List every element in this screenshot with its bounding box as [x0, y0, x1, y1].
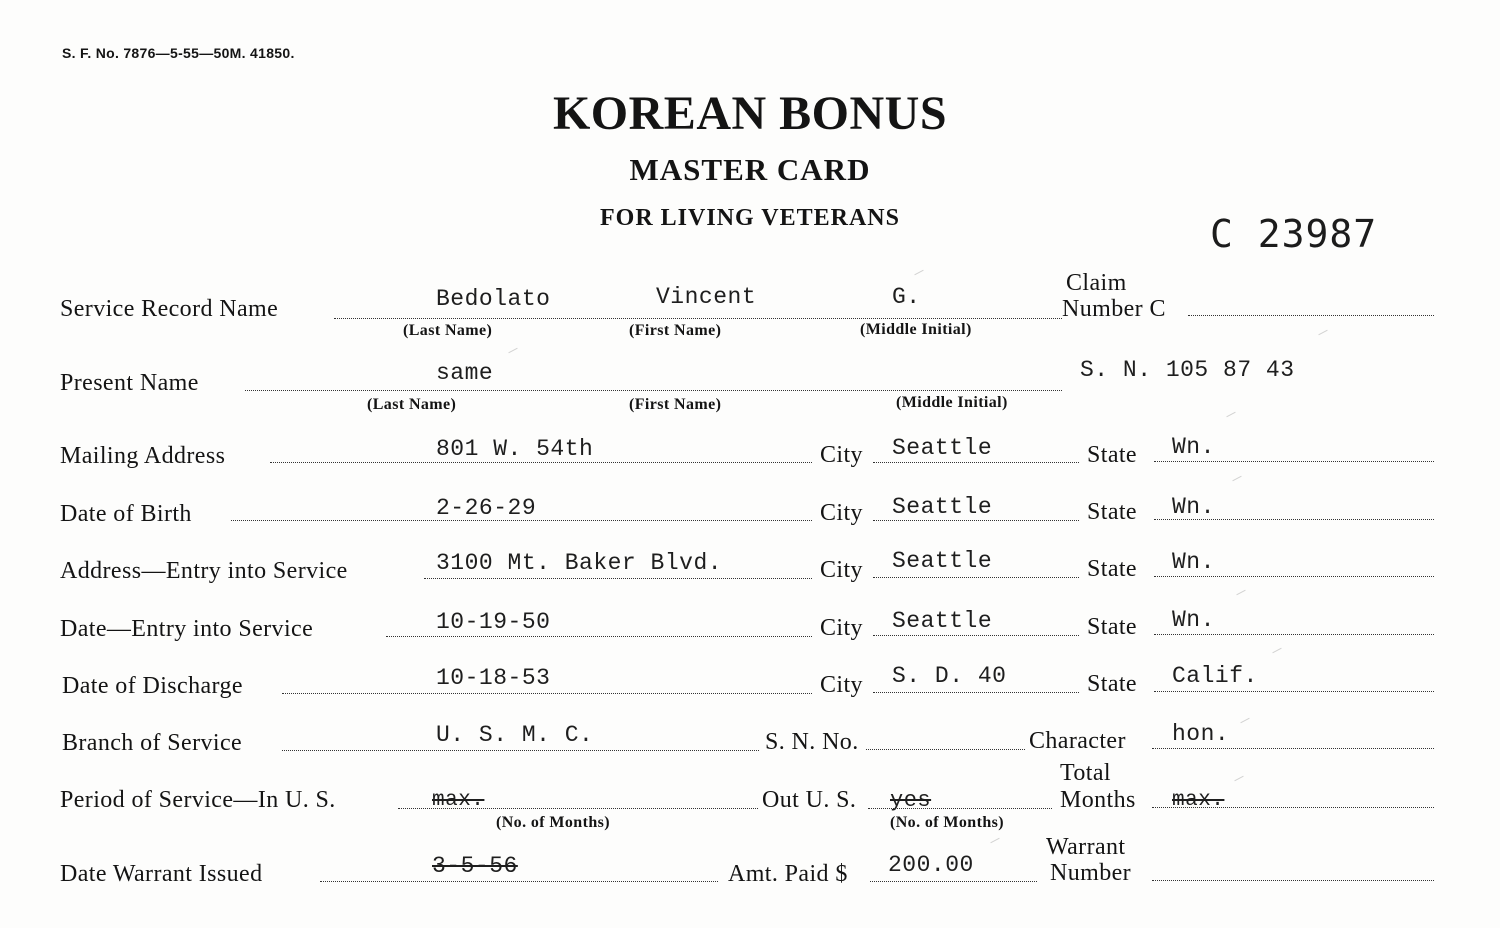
mailing-state-label: State [1087, 442, 1137, 468]
service-record-name-line [334, 318, 1062, 319]
service-record-name-label: Service Record Name [60, 296, 279, 322]
branch-line [282, 750, 759, 751]
check-mark [914, 270, 923, 276]
discharge-state-value: Calif. [1172, 663, 1258, 689]
entry-date-value: 10-19-50 [436, 609, 551, 635]
card-subtitle-veterans: FOR LIVING VETERANS [600, 205, 900, 231]
character-value: hon. [1172, 721, 1230, 747]
discharge-city-line [873, 692, 1079, 693]
claim-number-label-line1: Claim [1066, 270, 1127, 296]
present-last-name-caption: (Last Name) [367, 396, 457, 413]
discharge-date-label: Date of Discharge [62, 673, 243, 699]
warrant-number-label-line2: Number [1050, 860, 1132, 886]
entry-date-state-line [1154, 634, 1434, 635]
birth-state-label: State [1087, 499, 1137, 525]
check-mark [1318, 330, 1327, 336]
total-months-value: max. [1172, 789, 1225, 812]
birth-city-label: City [820, 500, 863, 526]
warrant-date-line [320, 881, 718, 882]
entry-address-state-label: State [1087, 556, 1137, 582]
discharge-state-line [1154, 691, 1434, 692]
entry-address-city-label: City [820, 557, 863, 583]
mailing-address-line [270, 462, 812, 463]
claim-number-line [1188, 315, 1434, 316]
entry-address-city-line [873, 577, 1079, 578]
service-number-value: S. N. 105 87 43 [1080, 357, 1295, 383]
present-name-label: Present Name [60, 370, 199, 396]
check-mark [1226, 412, 1235, 418]
total-months-label-line2: Months [1060, 787, 1136, 813]
character-line [1152, 748, 1434, 749]
out-us-months-caption: (No. of Months) [890, 814, 1004, 831]
amount-paid-line [870, 881, 1037, 882]
in-us-months-caption: (No. of Months) [496, 814, 610, 831]
sn-no-label: S. N. No. [765, 729, 859, 755]
check-mark [1232, 476, 1241, 482]
present-middle-initial-caption: (Middle Initial) [896, 394, 1008, 411]
out-us-label: Out U. S. [762, 787, 857, 813]
first-name-caption: (First Name) [629, 322, 722, 339]
card-title: KOREAN BONUS [552, 87, 948, 140]
check-mark [990, 838, 999, 844]
discharge-date-line [282, 693, 812, 694]
entry-date-label: Date—Entry into Service [60, 616, 314, 642]
claim-number-stamp: C 23987 [1210, 212, 1378, 256]
warrant-number-label-line1: Warrant [1046, 834, 1126, 860]
form-number: S. F. No. 7876—5-55—50M. 41850. [62, 45, 295, 61]
character-label: Character [1029, 728, 1126, 754]
entry-address-state-line [1154, 576, 1434, 577]
check-mark [1272, 648, 1281, 654]
birth-state-value: Wn. [1172, 494, 1215, 520]
check-mark [508, 348, 517, 354]
entry-date-line [386, 636, 812, 637]
mailing-city-line [873, 462, 1079, 463]
birth-city-value: Seattle [892, 494, 993, 520]
date-of-birth-label: Date of Birth [60, 501, 192, 527]
birth-city-line [873, 520, 1079, 521]
amount-paid-value: 200.00 [888, 852, 974, 878]
entry-date-state-label: State [1087, 614, 1137, 640]
entry-address-value: 3100 Mt. Baker Blvd. [436, 550, 723, 576]
mailing-city-label: City [820, 442, 863, 468]
present-first-name-caption: (First Name) [629, 396, 722, 413]
middle-initial-caption: (Middle Initial) [860, 321, 972, 338]
date-of-birth-value: 2-26-29 [436, 495, 537, 521]
in-us-value: max. [432, 789, 485, 812]
last-name-caption: (Last Name) [403, 322, 493, 339]
present-name-line [245, 390, 1062, 391]
card-subtitle: MASTER CARD [629, 152, 871, 187]
warrant-date-label: Date Warrant Issued [60, 861, 263, 887]
check-mark [1236, 590, 1245, 596]
sn-no-line [866, 749, 1025, 750]
entry-date-city-value: Seattle [892, 608, 993, 634]
entry-address-city-value: Seattle [892, 548, 993, 574]
entry-date-city-line [873, 635, 1079, 636]
mailing-city-value: Seattle [892, 435, 993, 461]
amount-paid-label: Amt. Paid $ [728, 861, 848, 887]
entry-date-state-value: Wn. [1172, 607, 1215, 633]
discharge-date-value: 10-18-53 [436, 665, 551, 691]
branch-value: U. S. M. C. [436, 722, 594, 748]
warrant-number-line [1152, 880, 1434, 881]
claim-number-label-line2: Number C [1062, 296, 1166, 322]
warrant-date-value: 3-5-56 [432, 853, 518, 879]
check-mark [1240, 718, 1249, 724]
total-months-label-line1: Total [1060, 760, 1111, 786]
present-last-name-value: same [436, 360, 494, 386]
entry-address-state-value: Wn. [1172, 549, 1215, 575]
mailing-address-label: Mailing Address [60, 443, 226, 469]
discharge-city-value: S. D. 40 [892, 663, 1007, 689]
out-us-value: yes [890, 788, 932, 813]
mailing-state-value: Wn. [1172, 434, 1215, 460]
entry-date-city-label: City [820, 615, 863, 641]
service-middle-initial-value: G. [892, 284, 921, 310]
service-first-name-value: Vincent [656, 284, 757, 310]
service-last-name-value: Bedolato [436, 286, 551, 312]
discharge-state-label: State [1087, 671, 1137, 697]
mailing-state-line [1154, 461, 1434, 462]
mailing-address-value: 801 W. 54th [436, 436, 594, 462]
discharge-city-label: City [820, 672, 863, 698]
check-mark [1234, 776, 1243, 782]
entry-address-label: Address—Entry into Service [60, 558, 348, 584]
period-in-us-label: Period of Service—In U. S. [60, 787, 336, 813]
entry-address-line [424, 578, 812, 579]
branch-label: Branch of Service [62, 730, 243, 756]
